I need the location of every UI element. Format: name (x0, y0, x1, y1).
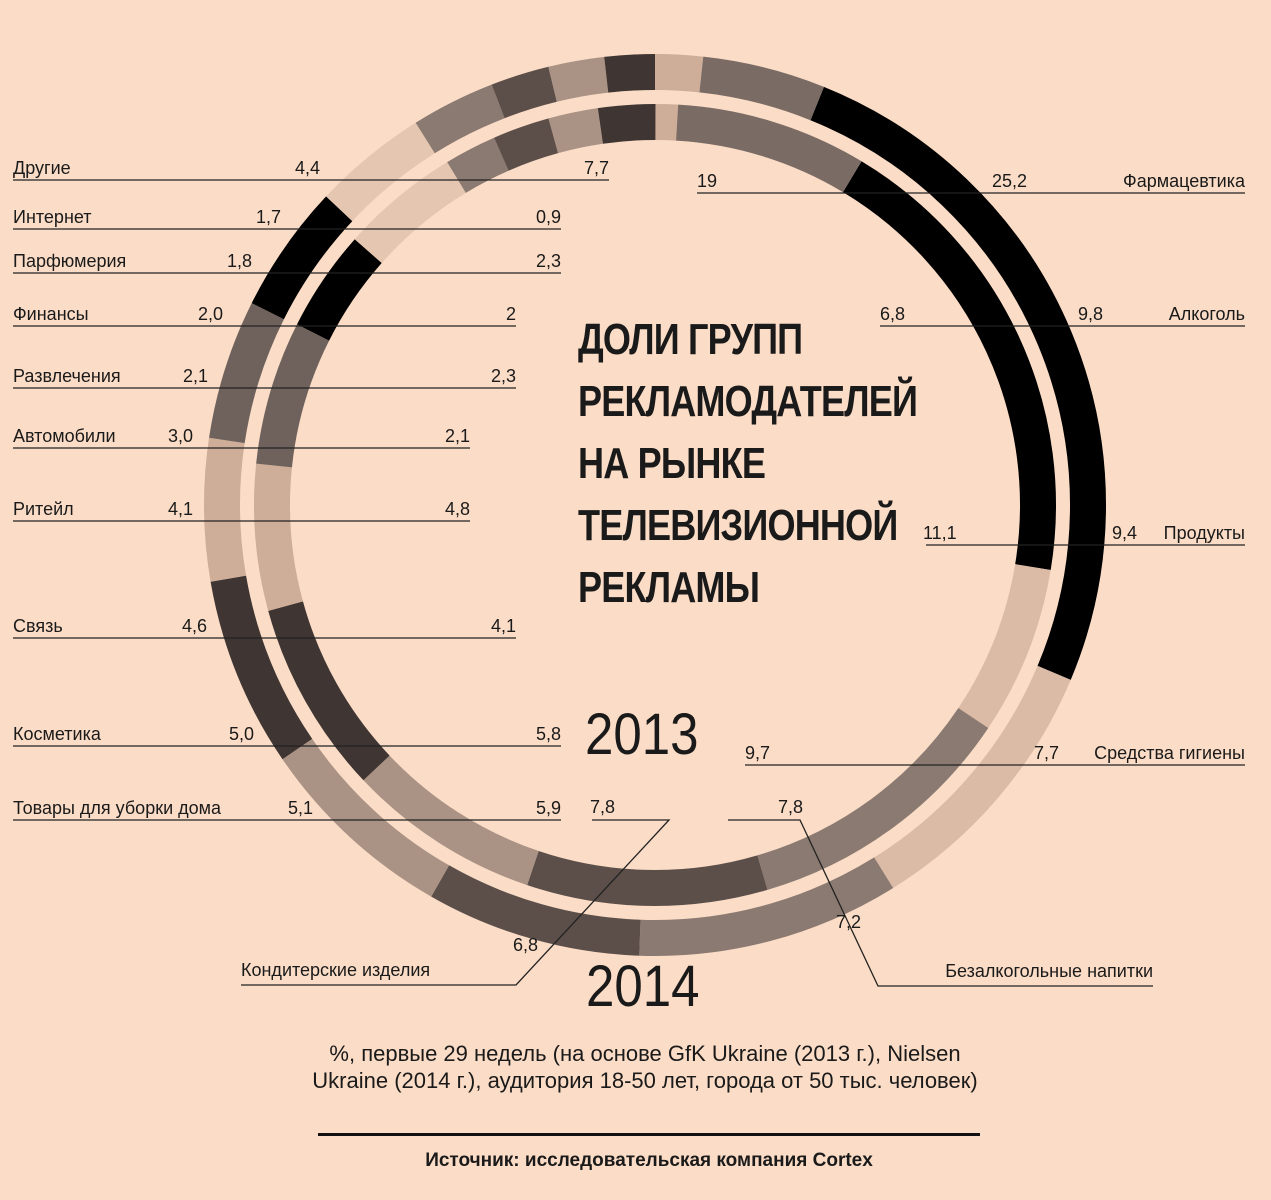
value-2014-2: 9,4 (1111, 523, 1137, 543)
title-line-2: РЕКЛАМОДАТЕЛЕЙ (578, 377, 918, 426)
value-2013-9: 4,8 (444, 499, 470, 519)
ring-2013-segment-8 (313, 251, 368, 332)
value-2014-14: 1,7 (255, 207, 281, 227)
category-label-4: Безалкогольные напитки (945, 961, 1153, 981)
value-2014-11: 2,1 (182, 366, 208, 386)
ring-2014-segment-7 (227, 311, 268, 440)
category-label-7: Косметика (13, 724, 101, 744)
category-label-0: Фармацевтика (1123, 171, 1245, 191)
ring-2013-segment-11 (501, 136, 553, 154)
category-label-9: Ритейл (13, 499, 74, 519)
value-2014-15: 4,4 (294, 158, 320, 178)
title-line-3: НА РЫНКЕ (578, 439, 766, 488)
category-label-13: Парфюмерия (13, 251, 127, 271)
ring-2013-segment-12 (553, 126, 600, 136)
ring-2013-segment-15 (677, 123, 852, 177)
value-2014-12: 2,0 (197, 304, 223, 324)
value-2014-10: 3,0 (167, 426, 193, 446)
value-2014-5: 6,8 (512, 935, 538, 955)
value-2013-11: 2,3 (490, 366, 516, 386)
value-2014-4: 7,2 (836, 912, 862, 932)
divider (318, 1133, 980, 1136)
title-line-5: РЕКЛАМЫ (578, 563, 760, 612)
category-label-11: Развлечения (13, 366, 121, 386)
title-line-4: ТЕЛЕВИЗИОННОЙ (578, 501, 898, 550)
ring-2014-segment-14 (655, 72, 701, 74)
value-2013-13: 2,3 (535, 251, 561, 271)
value-2013-15: 7,7 (583, 158, 609, 178)
ring-2014-segment-15 (701, 74, 817, 103)
value-2013-2: 11,1 (923, 523, 957, 543)
value-2013-4: 7,8 (777, 797, 803, 817)
category-label-3: Средства гигиены (1094, 743, 1245, 763)
value-2014-0: 25,2 (991, 171, 1027, 191)
category-label-6: Товары для уборки дома (13, 798, 222, 818)
value-2013-3: 9,7 (745, 743, 771, 763)
ring-2013-segment-3 (533, 868, 763, 888)
ring-2013-segment-6 (272, 466, 286, 607)
ring-2014-segment-6 (222, 440, 228, 578)
value-2014-3: 7,7 (1033, 743, 1059, 763)
value-2013-5: 7,8 (590, 797, 616, 817)
category-label-8: Связь (13, 616, 63, 636)
value-2013-1: 6,8 (880, 304, 906, 324)
footnote: %, первые 29 недель (на основе GfK Ukraine (2013 г.), Nielsen Ukraine (2014 г.), аудитория 18-50 лет, города от 50 тыс. человек) (312, 1041, 978, 1093)
source-credit: Источник: исследовательская компания Cortex (425, 1150, 873, 1171)
value-2013-10: 2,1 (444, 426, 470, 446)
value-2013-8: 4,1 (490, 616, 516, 636)
value-2013-14: 0,9 (535, 207, 561, 227)
ring-2013-segment-10 (456, 154, 501, 177)
ring-2014-segment-13 (606, 72, 655, 75)
value-2014-7: 5,0 (228, 724, 254, 744)
category-label-14: Интернет (13, 207, 92, 227)
ring-2014-segment-10 (425, 101, 498, 138)
category-label-10: Автомобили (13, 426, 116, 446)
category-label-1: Алкоголь (1168, 304, 1245, 324)
value-2014-9: 4,1 (167, 499, 193, 519)
year-label-2014: 2014 (586, 954, 700, 1019)
ring-2014-segment-11 (498, 84, 553, 101)
ring-2014-segment-12 (553, 75, 607, 85)
title-line-1: ДОЛИ ГРУПП (578, 315, 803, 364)
value-2014-8: 4,6 (181, 616, 207, 636)
year-label-2013: 2013 (585, 702, 699, 767)
value-2014-6: 5,1 (287, 798, 313, 818)
category-label-2: Продукты (1163, 523, 1245, 543)
category-label-15: Другие (13, 158, 71, 178)
value-2013-6: 5,9 (535, 798, 561, 818)
value-2013-0: 19 (697, 171, 718, 191)
ring-2013-segment-13 (600, 122, 655, 126)
ring-2013-segment-7 (274, 332, 313, 465)
value-2014-13: 1,8 (226, 251, 252, 271)
value-2013-12: 2 (505, 304, 516, 324)
category-label-12: Финансы (13, 304, 89, 324)
ring-2013-segment-14 (655, 122, 677, 123)
value-2014-1: 9,8 (1077, 304, 1103, 324)
category-label-5: Кондитерские изделия (241, 960, 431, 980)
value-2013-7: 5,8 (535, 724, 561, 744)
